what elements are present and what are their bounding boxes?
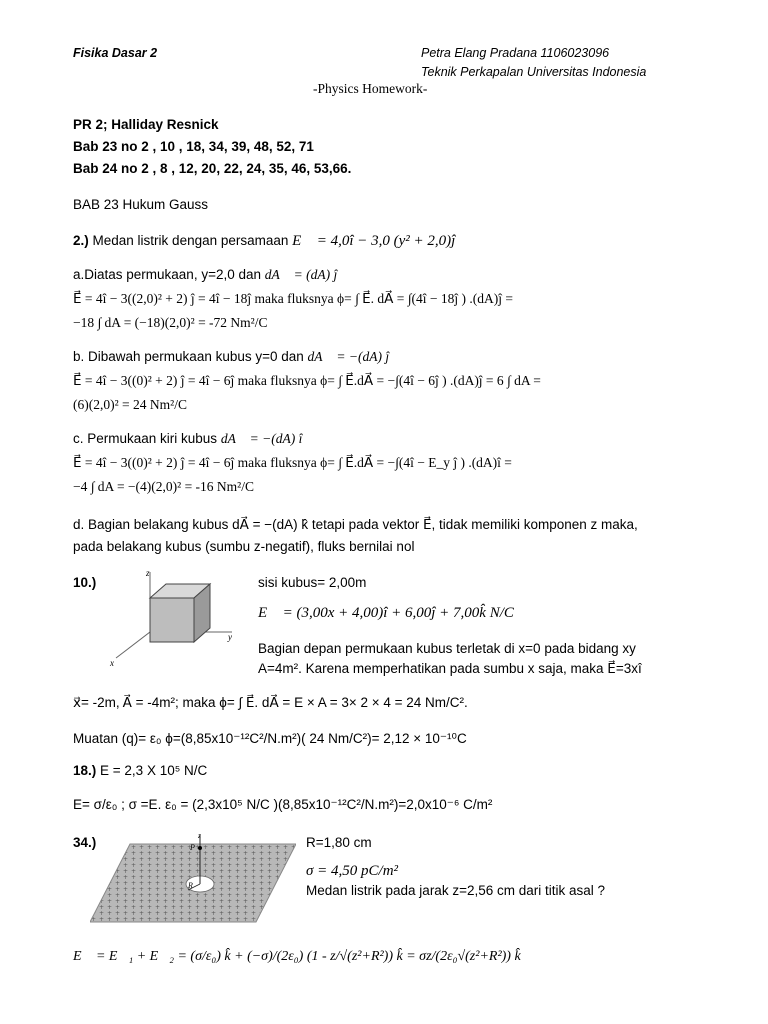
problem-18-text: E = 2,3 X 10⁵ N/C bbox=[100, 763, 208, 778]
part-c-title-text: c. Permukaan kiri kubus bbox=[73, 431, 221, 446]
problem-10-line-1: x⃗= -2m, A⃗ = -4m²; maka ϕ= ∫ E⃗. dA⃗ = E × A = 3× 2 × 4 = 24 Nm/C². bbox=[73, 695, 468, 710]
problem-18-number: 18.) bbox=[73, 763, 97, 778]
problem-18-line: E= σ/ε₀ ; σ =E. ε₀ = (2,3x10⁵ N/C )(8,85x10⁻¹²C²/N.m²)=2,0x10⁻⁶ C/m² bbox=[73, 797, 493, 812]
part-a-title-eq: dA⃗ = (dA) ĵ bbox=[264, 267, 338, 282]
department-line: Teknik Perkapalan Universitas Indonesia bbox=[421, 65, 647, 79]
cube-front-face bbox=[150, 598, 194, 642]
assignment-line-3: Bab 24 no 2 , 8 , 12, 20, 22, 24, 35, 46, 53,66. bbox=[73, 161, 352, 176]
problem-2-equation: E⃗ = 4,0î − 3,0 (y² + 2,0)ĵ bbox=[292, 233, 456, 249]
charged-plane-diagram bbox=[90, 832, 296, 926]
part-d-line-2: pada belakang kubus (sumbu z-negatif), fluks bernilai nol bbox=[73, 539, 415, 554]
assignment-line-1: PR 2; Halliday Resnick bbox=[73, 117, 219, 132]
axis-y-label: y bbox=[228, 632, 232, 642]
part-b-title-eq: dA⃗ = −(dA) ĵ bbox=[307, 349, 390, 364]
part-d-line-1: d. Bagian belakang kubus dA⃗ = −(dA) k̂ tetapi pada vektor E⃗, tidak memiliki komponen z maka, bbox=[73, 517, 638, 532]
problem-34-radius: R=1,80 cm bbox=[306, 835, 372, 850]
author-line: Petra Elang Pradana 1106023096 bbox=[421, 46, 610, 60]
part-c-title bbox=[73, 430, 302, 448]
part-a-title-text: a.Diatas permukaan, y=2,0 dan bbox=[73, 267, 265, 282]
problem-2-intro: Medan listrik dengan persamaan bbox=[92, 233, 293, 248]
problem-10-line-2: Muatan (q)= ε₀ ϕ=(8,85x10⁻¹²C²/N.m²)( 24 Nm/C²)= 2,12 × 10⁻¹⁰C bbox=[73, 731, 467, 746]
part-c-line-1: E⃗ = 4î − 3((0)² + 2) ĵ = 4î − 6ĵ maka fluksnya ϕ= ∫ E⃗.dA⃗ = −∫(4î − E_y ĵ ) .(dA)î = bbox=[73, 455, 512, 470]
part-b-line-2: (6)(2,0)² = 24 Nm²/C bbox=[73, 397, 187, 412]
problem-10-field: E⃗ = (3,00x + 4,00)î + 6,00ĵ + 7,00k̂ N/C bbox=[258, 605, 514, 621]
assignment-line-2: Bab 23 no 2 , 10 , 18, 34, 39, 48, 52, 71 bbox=[73, 139, 314, 154]
problem-34-sigma: σ = 4,50 pC/m² bbox=[306, 863, 399, 879]
x-axis bbox=[116, 632, 150, 658]
problem-10-desc-1: Bagian depan permukaan kubus terletak di x=0 pada bidang xy bbox=[258, 641, 636, 656]
part-b-title-text: b. Dibawah permukaan kubus y=0 dan bbox=[73, 349, 308, 364]
label-R: R bbox=[188, 881, 193, 890]
problem-2-number: 2.) bbox=[73, 233, 89, 248]
course-name: Fisika Dasar 2 bbox=[73, 46, 158, 60]
point-P bbox=[198, 846, 202, 850]
part-a-title bbox=[73, 266, 337, 284]
part-c-title-eq: dA⃗ = −(dA) î bbox=[220, 431, 303, 446]
part-a-line-2: −18 ∫ dA = (−18)(2,0)² = -72 Nm²/C bbox=[73, 315, 268, 330]
chapter-heading: BAB 23 Hukum Gauss bbox=[73, 197, 209, 212]
axis-x-label: x bbox=[110, 658, 114, 668]
part-b-line-1: E⃗ = 4î − 3((0)² + 2) ĵ = 4î − 6ĵ maka fluksnya ϕ= ∫ E⃗.dA⃗ = −∫(4î − 6ĵ ) .(dA)ĵ = 6 ∫ dA = bbox=[73, 373, 541, 388]
problem-34-number: 34.) bbox=[73, 835, 97, 850]
problem-34-question: Medan listrik pada jarak z=2,56 cm dari titik asal ? bbox=[306, 883, 606, 898]
part-b-title bbox=[73, 348, 389, 366]
part-c-line-2: −4 ∫ dA = −(4)(2,0)² = -16 Nm²/C bbox=[73, 479, 254, 494]
label-z: z bbox=[198, 832, 201, 840]
problem-2-header bbox=[73, 232, 455, 250]
problem-10-desc-2: A=4m². Karena memperhatikan pada sumbu x saja, maka E⃗=3xî bbox=[258, 661, 642, 676]
page-title: -Physics Homework- bbox=[313, 81, 428, 96]
part-a-line-1: E⃗ = 4î − 3((2,0)² + 2) ĵ = 4î − 18ĵ maka fluksnya ϕ= ∫ E⃗. dA⃗ = ∫(4î − 18ĵ ) .(dA)ĵ = bbox=[73, 291, 513, 306]
axis-z-label: z bbox=[146, 568, 150, 578]
problem-10-number: 10.) bbox=[73, 575, 97, 590]
problem-34-final-equation: E⃗ = E⃗₁ + E⃗₂ = (σ/ε₀) k̂ + (−σ)/(2ε₀) (1 - z/√(z²+R²)) k̂ = σz/(2ε₀√(z²+R²)) k̂ bbox=[73, 949, 521, 964]
problem-10-side: sisi kubus= 2,00m bbox=[258, 575, 367, 590]
cube-diagram bbox=[104, 566, 244, 670]
label-P: P bbox=[190, 843, 195, 852]
problem-18-header bbox=[73, 762, 207, 780]
